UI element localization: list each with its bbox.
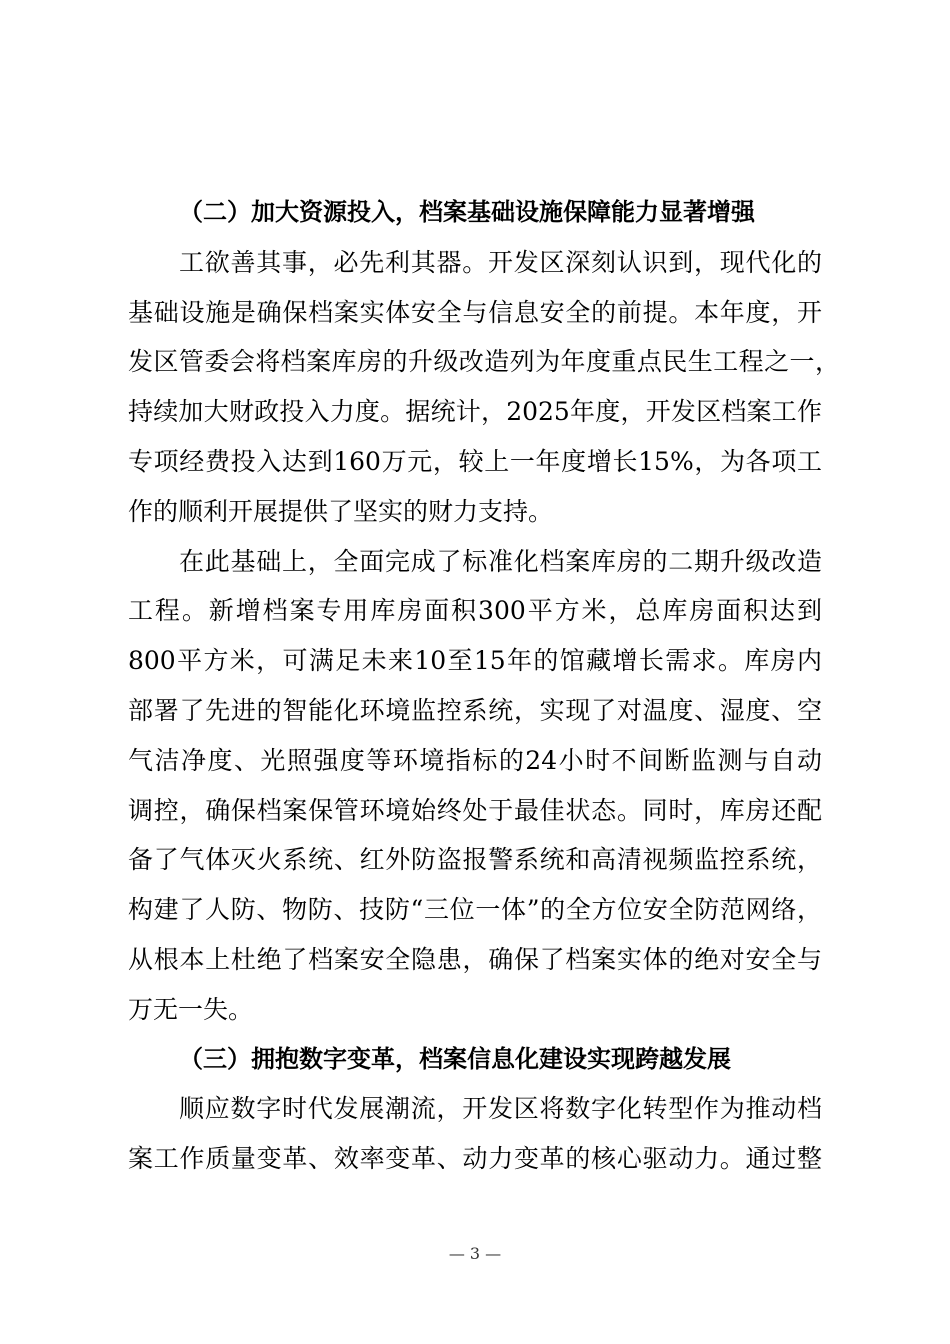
text-line: 顺应数字时代发展潮流，开发区将数字化转型作为推动档: [179, 1094, 822, 1124]
text-line: 基础设施是确保档案实体安全与信息安全的前提。本年度，开: [128, 297, 822, 327]
text-line: 专项经费投入达到160万元，较上一年度增长15%，为各项工: [128, 446, 822, 476]
text-line: 从根本上杜绝了档案安全隐患，确保了档案实体的绝对安全与: [128, 944, 822, 974]
section-heading: （三）拥抱数字变革，档案信息化建设实现跨越发展: [179, 1044, 731, 1073]
document-body: [128, 188, 840, 1184]
text-line: 工欲善其事，必先利其器。开发区深刻认识到，现代化的: [179, 247, 822, 277]
page-number: — 3 —: [448, 1244, 502, 1263]
text-line: 案工作质量变革、效率变革、动力变革的核心驱动力。通过整: [128, 1144, 822, 1174]
paragraph: [128, 1084, 822, 1184]
text-line: 调控，确保档案保管环境始终处于最佳状态。同时，库房还配: [128, 795, 822, 825]
text-line: 发区管委会将档案库房的升级改造列为年度重点民生工程之一，: [128, 347, 840, 377]
text-line: 持续加大财政投入力度。据统计，2025年度，开发区档案工作: [128, 397, 822, 427]
text-line: 在此基础上，全面完成了标准化档案库房的二期升级改造: [179, 546, 822, 576]
paragraph: [128, 537, 822, 1035]
text-line: 构建了人防、物防、技防“三位一体”的全方位安全防范网络，: [128, 895, 822, 925]
text-line: 800平方米，可满足未来10至15年的馆藏增长需求。库房内: [128, 646, 822, 676]
text-line: 作的顺利开展提供了坚实的财力支持。: [128, 496, 554, 526]
text-line: 备了气体灭火系统、红外防盗报警系统和高清视频监控系统，: [128, 845, 822, 875]
text-line: 万无一失。: [128, 994, 254, 1024]
text-line: 工程。新增档案专用库房面积300平方米，总库房面积达到: [128, 596, 822, 626]
text-line: 气洁净度、光照强度等环境指标的24小时不间断监测与自动: [128, 745, 822, 775]
paragraph: [128, 238, 840, 537]
section-heading: （二）加大资源投入，档案基础设施保障能力显著增强: [179, 198, 755, 226]
text-line: 部署了先进的智能化环境监控系统，实现了对温度、湿度、空: [128, 695, 822, 725]
